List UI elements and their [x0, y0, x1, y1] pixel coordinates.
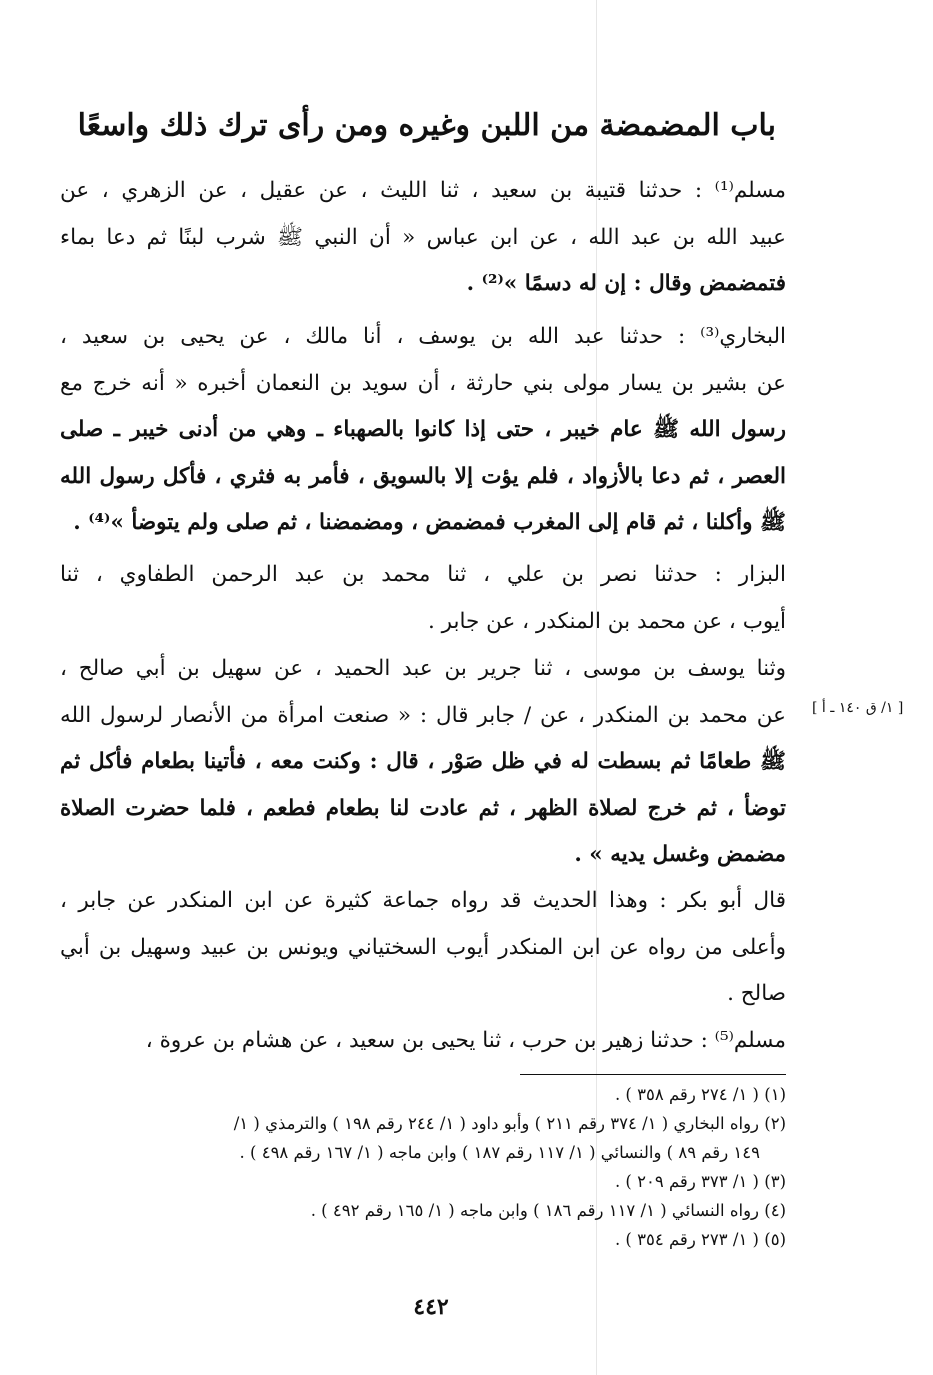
- text-line: ﷺ طعامًا ثم بسطت له في ظل صَوْر ، قال : وكنت معه ، فأتينا بطعام فأكل ثم: [60, 749, 786, 774]
- text-line: ﷺ وأكلنا ، ثم قام إلى المغرب فمضمض ، ومضمضنا ، ثم صلى ولم يتوضأ »⁽⁴⁾ .: [73, 510, 786, 535]
- paragraph-muslim-1: [60, 168, 786, 308]
- text-line: مضمض وغسل يديه » .: [574, 842, 786, 867]
- text-line: مسلم⁽¹⁾ : حدثنا قتيبة بن سعيد ، ثنا الليث ، عن عقيل ، عن الزهري ، عن: [60, 178, 786, 203]
- footnote-2: (٢) رواه البخاري ( ١/ ٣٧٤ رقم ٢١١ ) وأبو داود ( ١/ ٢٤٤ رقم ١٩٨ ) والترمذي ( ١/: [233, 1114, 786, 1133]
- text-line: عبيد الله بن عبد الله ، عن ابن عباس « أن النبي ﷺ شرب لبنًا ثم دعا بماء: [60, 224, 786, 250]
- paragraph-abu-bakr: [60, 878, 786, 1018]
- paragraph-yusuf: [60, 646, 786, 879]
- footnote-1: (١) ( ١/ ٢٧٤ رقم ٣٥٨ ) .: [614, 1085, 786, 1104]
- text-line: البخاري⁽³⁾ : حدثنا عبد الله بن يوسف ، أنا مالك ، عن يحيى بن سعيد ،: [60, 324, 786, 349]
- chapter-title: باب المضمضة من اللبن وغيره ومن رأى ترك ذلك واسعًا: [77, 108, 776, 143]
- text-line: أيوب ، عن محمد بن المنكدر ، عن جابر .: [427, 608, 786, 634]
- paragraph-bukhari: [60, 314, 786, 547]
- text-line: وأعلى من رواه عن ابن المنكدر أيوب السختياني ويونس بن عبيد وسهيل بن أبي: [60, 934, 786, 960]
- manuscript-margin-note: [ ١/ ق ١٤٠ ـ أ ]: [812, 700, 904, 716]
- footnote-2-continuation: ١٤٩ رقم ٨٩ ) والنسائي ( ١/ ١١٧ رقم ١٨٧ ) وابن ماجه ( ١/ ١٦٧ رقم ٤٩٨ ) .: [239, 1143, 760, 1162]
- footnote-5: (٥) ( ١/ ٢٧٣ رقم ٣٥٤ ) .: [614, 1230, 786, 1249]
- text-line: عن محمد بن المنكدر ، عن / جابر قال : « صنعت امرأة من الأنصار لرسول الله: [60, 702, 786, 728]
- text-line: صالح .: [727, 981, 786, 1006]
- text-line: قال أبو بكر : وهذا الحديث قد رواه جماعة كثيرة عن ابن المنكدر عن جابر ،: [60, 888, 786, 913]
- footnote-3: (٣) ( ١/ ٣٧٣ رقم ٢٠٩ ) .: [614, 1172, 786, 1191]
- footnote-4: (٤) رواه النسائي ( ١/ ١١٧ رقم ١٨٦ ) وابن ماجه ( ١/ ١٦٥ رقم ٤٩٢ ) .: [310, 1201, 786, 1220]
- page-number: ٤٤٢: [413, 1294, 449, 1320]
- footnotes: [48, 1080, 786, 1254]
- text-line: رسول الله ﷺ عام خيبر ، حتى إذا كانوا بالصهباء ـ وهي من أدنى خيبر ـ صلى: [60, 417, 786, 442]
- text-line: عن بشير بن يسار مولى بني حارثة ، أن سويد بن النعمان أخبره « أنه خرج مع: [60, 370, 786, 396]
- text-line: وثنا يوسف بن موسى ، ثنا جرير بن عبد الحميد ، عن سهيل بن أبي صالح ،: [60, 656, 786, 681]
- text-line: العصر ، ثم دعا بالأزواد ، فلم يؤت إلا بالسويق ، فأمر به فثري ، فأكل رسول الله: [60, 463, 786, 489]
- text-line: توضأ ، ثم خرج لصلاة الظهر ، ثم عادت لنا بطعام فطعم ، فلما حضرت الصلاة: [60, 795, 786, 821]
- text-line: البزار : حدثنا نصر بن علي ، ثنا محمد بن عبد الرحمن الطفاوي ، ثنا: [60, 562, 786, 587]
- text-line: مسلم⁽⁵⁾ : حدثنا زهير بن حرب ، ثنا يحيى بن سعيد ، عن هشام بن عروة ،: [145, 1028, 786, 1053]
- footnote-separator: [520, 1074, 786, 1075]
- text-line: فتمضمض وقال : إن له دسمًا »⁽²⁾ .: [466, 271, 786, 296]
- paragraph-bazzar: [60, 552, 786, 645]
- paragraph-muslim-2: [60, 1018, 786, 1065]
